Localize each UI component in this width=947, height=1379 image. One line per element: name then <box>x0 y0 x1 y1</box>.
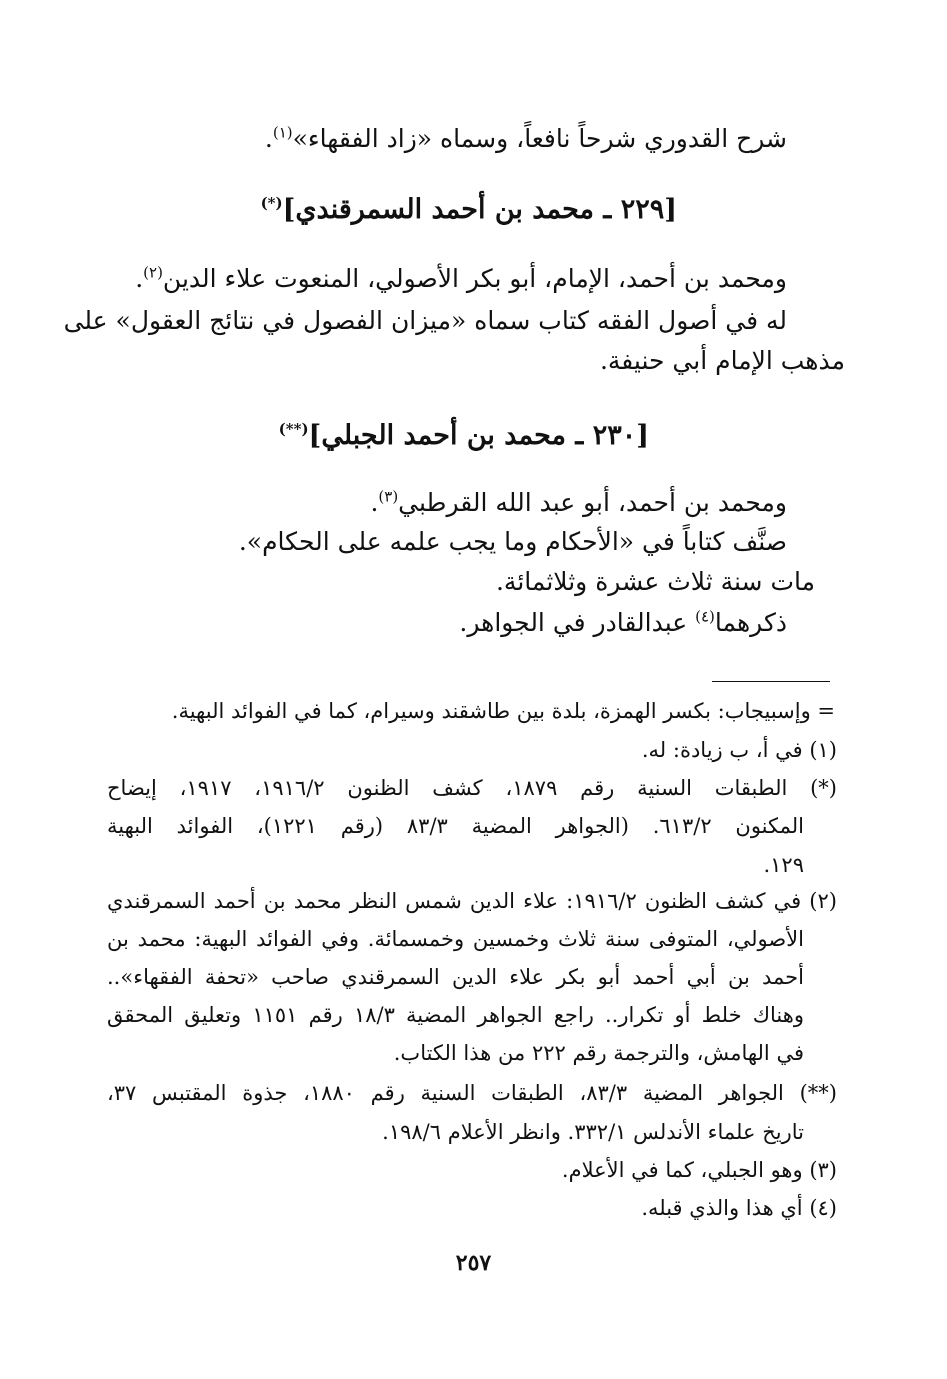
entry-230-line-2: صنَّف كتاباً في «الأحكام وما يجب علمه على الحكام». <box>238 527 787 556</box>
footnote-double-star-line-2: تاريخ علماء الأندلس ٣٣٢/١. وانظر الأعلام ١٩٨/٦. <box>382 1120 804 1144</box>
entry-229-heading <box>261 194 677 225</box>
entry-230-heading <box>279 420 649 451</box>
footnote-ref: (٢) <box>143 263 163 282</box>
entry-229-line-2: له في أصول الفقه كتاب سماه «ميزان الفصول في نتائج العقول» على <box>63 306 787 335</box>
footnote-star-line-2: المكنون ٦١٣/٢. (الجواهر المضية ٨٣/٣ (رقم ١٢٢١)، الفوائد البهية <box>107 814 804 838</box>
page-number: ٢٥٧ <box>455 1250 492 1276</box>
entry-230-heading-ref: (**) <box>278 420 309 438</box>
entry-230-line-4-end: عبدالقادر في الجواهر. <box>459 608 696 637</box>
footnote-ref: (٤) <box>695 607 715 626</box>
entry-229-line-1-text: ومحمد بن أحمد، الإمام، أبو بكر الأصولي، المنعوت علاء الدين <box>162 264 787 293</box>
footnote-2-line-2: الأصولي، المتوفى سنة ثلاث وخمسين وخمسمائة. وفي الفوائد البهية: محمد بن <box>107 927 804 951</box>
footnote-continuation: = وإسبيجاب: بكسر الهمزة، بلدة بين طاشقند وسيرام، كما في الفوائد البهية. <box>171 699 835 723</box>
footnote-double-star-line-1: (**) الجواهر المضية ٨٣/٣، الطبقات السنية رقم ١٨٨٠، جذوة المقتبس ٣٧، <box>107 1081 837 1105</box>
footnote-ref: (٣) <box>378 487 399 506</box>
intro-end: . <box>264 124 273 153</box>
entry-229-line-1 <box>135 264 787 293</box>
footnote-1: (١) في أ، ب زيادة: له. <box>641 738 837 762</box>
footnote-2-line-1: (٢) في كشف الظنون ١٩١٦/٢: علاء الدين شمس النظر محمد بن أحمد السمرقندي <box>107 889 837 913</box>
entry-230-line-3: مات سنة ثلاث عشرة وثلاثمائة. <box>495 567 815 596</box>
intro-line <box>265 124 787 153</box>
footnote-4: (٤) أي هذا والذي قبله. <box>641 1196 837 1220</box>
entry-229-line-1-end: . <box>135 264 144 293</box>
footnote-2-line-4: وهناك خلط أو تكرار.. راجع الجواهر المضية ١٨/٣ رقم ١١٥١ وتعليق المحقق <box>107 1003 804 1027</box>
footnote-star-line-1: (*) الطبقات السنية رقم ١٨٧٩، كشف الظنون ١٩١٦/٢، ١٩١٧، إيضاح <box>107 776 837 800</box>
footnote-2-line-3: أحمد بن أبي أحمد أبو بكر علاء الدين السمرقندي صاحب «تحفة الفقهاء».. <box>107 965 804 989</box>
footnote-ref: (١) <box>272 123 293 142</box>
entry-229-line-3: مذهب الإمام أبي حنيفة. <box>599 346 845 375</box>
footnote-star-line-3: ١٢٩. <box>763 853 804 877</box>
footnote-3: (٣) وهو الجبلي، كما في الأعلام. <box>561 1158 837 1182</box>
entry-230-title: [٢٣٠ ـ محمد بن أحمد الجبلي] <box>308 420 649 451</box>
entry-230-line-4-start: ذكرهما <box>714 608 787 637</box>
footnote-separator <box>712 681 830 682</box>
entry-229-heading-ref: (*) <box>260 194 283 212</box>
entry-230-line-1-text: ومحمد بن أحمد، أبو عبد الله القرطبي <box>398 488 787 517</box>
entry-230-line-1-end: . <box>370 488 379 517</box>
entry-230-line-4 <box>459 608 787 637</box>
intro-text: شرح القدوري شرحاً نافعاً، وسماه «زاد الفقهاء» <box>292 124 787 153</box>
footnote-2-line-5: في الهامش، والترجمة رقم ٢٢٢ من هذا الكتاب. <box>393 1041 804 1065</box>
entry-229-title: [٢٢٩ ـ محمد بن أحمد السمرقندي] <box>282 194 677 225</box>
entry-230-line-1 <box>370 488 787 517</box>
